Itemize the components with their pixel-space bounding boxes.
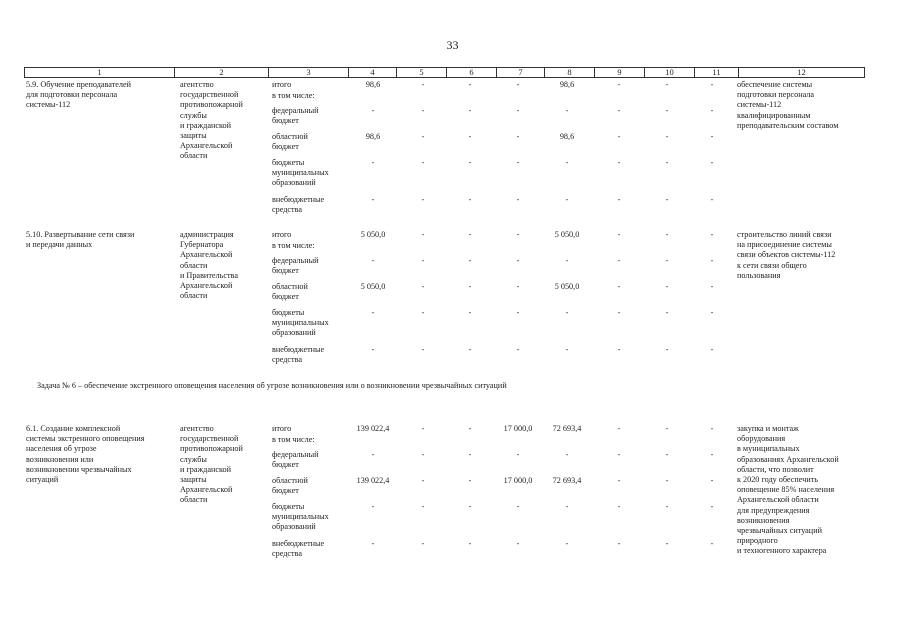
amount-cell: - xyxy=(516,230,520,239)
funding-source xyxy=(272,106,319,126)
amount-cell: - xyxy=(710,80,714,89)
funding-source-line: внебюджетные xyxy=(272,195,325,204)
amount-cell: - xyxy=(421,282,425,291)
amount-cell: 5 050,0 xyxy=(360,282,386,291)
funding-source-line: итого xyxy=(272,230,292,239)
amount-cell: - xyxy=(468,502,472,511)
funding-source-line: средства xyxy=(272,355,303,365)
expected-result-line: и техногенного характера xyxy=(737,546,827,556)
amount-cell: - xyxy=(710,345,714,354)
expected-result-line: закупка и монтаж xyxy=(737,424,799,433)
executor-line: защиты xyxy=(180,475,207,485)
executor-line: противопожарной xyxy=(180,100,243,110)
amount-cell: - xyxy=(665,345,669,354)
amount-cell: - xyxy=(516,345,520,354)
amount-cell: - xyxy=(565,308,569,317)
funding-source xyxy=(272,424,291,434)
executor-line: агентство xyxy=(180,80,214,89)
expected-result-line: чрезвычайных ситуаций xyxy=(737,526,822,536)
column-number: 5 xyxy=(397,68,447,78)
funding-source xyxy=(272,241,315,251)
amount-cell: - xyxy=(421,195,425,204)
funding-source xyxy=(272,345,324,365)
amount-cell: - xyxy=(468,106,472,115)
expected-result-line: на присоединение системы xyxy=(737,240,832,250)
amount-cell: - xyxy=(617,230,621,239)
measure-name-line: 5.9. Обучение преподавателей xyxy=(26,80,132,89)
funding-source-line: образований xyxy=(272,328,316,338)
amount-cell: - xyxy=(565,158,569,167)
amount-cell: 98,6 xyxy=(365,132,381,141)
executor-line: Архангельской xyxy=(180,485,233,495)
amount-cell: - xyxy=(468,158,472,167)
amount-cell: - xyxy=(421,256,425,265)
amount-cell: - xyxy=(617,80,621,89)
amount-cell: - xyxy=(516,539,520,548)
funding-source xyxy=(272,195,324,215)
amount-cell: 98,6 xyxy=(559,80,575,89)
executor-line: государственной xyxy=(180,434,239,444)
measure-name xyxy=(26,80,131,111)
amount-cell: 5 050,0 xyxy=(360,230,386,239)
executor-line: агентство xyxy=(180,424,214,433)
amount-cell: - xyxy=(468,424,472,433)
column-number: 8 xyxy=(545,68,595,78)
amount-cell: - xyxy=(617,450,621,459)
measure-name-line: возникновения или xyxy=(26,454,94,464)
amount-cell: - xyxy=(665,539,669,548)
amount-cell: - xyxy=(617,256,621,265)
page-number: 33 xyxy=(446,38,459,52)
amount-cell: - xyxy=(371,106,375,115)
funding-source-line: бюджеты xyxy=(272,308,305,317)
amount-cell: - xyxy=(468,308,472,317)
expected-result-line: для предупреждения xyxy=(737,505,810,515)
funding-source xyxy=(272,308,329,339)
amount-cell: - xyxy=(371,195,375,204)
expected-result xyxy=(737,230,835,281)
amount-cell: - xyxy=(617,158,621,167)
amount-cell: 17 000,0 xyxy=(503,476,533,485)
measure-name-line: 6.1. Создание комплексной xyxy=(26,424,121,433)
task-heading: Задача № 6 – обеспечение экстренного оповещения населения об угрозе возникновения или о возникновении чрезвычайных ситуаций xyxy=(37,381,507,390)
amount-cell: 139 022,4 xyxy=(356,424,390,433)
amount-cell: - xyxy=(565,539,569,548)
funding-source-line: муниципальных xyxy=(272,318,329,328)
amount-cell: - xyxy=(617,308,621,317)
amount-cell: - xyxy=(468,256,472,265)
funding-source xyxy=(272,450,319,470)
amount-cell: - xyxy=(371,450,375,459)
amount-cell: - xyxy=(421,476,425,485)
column-number: 6 xyxy=(447,68,497,78)
funding-source-line: образований xyxy=(272,178,316,188)
expected-result-line: системы-112 xyxy=(737,100,782,110)
expected-result-line: образованиях Архангельской xyxy=(737,454,839,464)
expected-result xyxy=(737,80,838,131)
amount-cell: - xyxy=(516,308,520,317)
amount-cell: - xyxy=(565,106,569,115)
executor-line: Архангельской xyxy=(180,250,233,260)
amount-cell: - xyxy=(516,256,520,265)
measure-name-line: возникновении чрезвычайных xyxy=(26,464,132,474)
amount-cell: - xyxy=(565,502,569,511)
column-number: 1 xyxy=(25,68,175,78)
amount-cell: 139 022,4 xyxy=(356,476,390,485)
amount-cell: - xyxy=(516,80,520,89)
expected-result-line: оборудования xyxy=(737,434,786,444)
amount-cell: - xyxy=(665,308,669,317)
amount-cell: - xyxy=(665,80,669,89)
measure-name-line: ситуаций xyxy=(26,475,59,485)
expected-result-line: к сети связи общего xyxy=(737,260,807,270)
amount-cell: - xyxy=(371,308,375,317)
amount-cell: - xyxy=(617,539,621,548)
amount-cell: - xyxy=(516,106,520,115)
executor-line: противопожарной xyxy=(180,444,243,454)
expected-result xyxy=(737,424,839,557)
column-number: 11 xyxy=(695,68,739,78)
expected-result-line: строительство линий связи xyxy=(737,230,832,239)
executor-line: Архангельской xyxy=(180,141,233,151)
funding-source-line: бюджет xyxy=(272,460,299,470)
amount-cell: - xyxy=(710,158,714,167)
executor xyxy=(180,230,238,301)
amount-cell: - xyxy=(421,424,425,433)
funding-source-line: бюджет xyxy=(272,142,299,152)
amount-cell: - xyxy=(665,424,669,433)
amount-cell: - xyxy=(516,502,520,511)
amount-cell: - xyxy=(371,345,375,354)
amount-cell: - xyxy=(421,230,425,239)
amount-cell: - xyxy=(665,256,669,265)
funding-source-line: федеральный xyxy=(272,450,319,459)
amount-cell: - xyxy=(421,539,425,548)
amount-cell: - xyxy=(516,158,520,167)
funding-source xyxy=(272,132,308,152)
funding-source xyxy=(272,80,291,90)
executor-line: области xyxy=(180,260,208,270)
funding-source-line: бюджет xyxy=(272,486,299,496)
amount-cell: - xyxy=(710,256,714,265)
column-number-header xyxy=(24,67,865,78)
executor xyxy=(180,424,243,506)
amount-cell: - xyxy=(371,502,375,511)
amount-cell: 72 693,4 xyxy=(552,476,582,485)
expected-result-line: природного xyxy=(737,536,778,546)
measure-name-line: для подготовки персонала xyxy=(26,90,118,100)
amount-cell: - xyxy=(710,282,714,291)
amount-cell: - xyxy=(468,195,472,204)
amount-cell: - xyxy=(710,195,714,204)
measure-name-line: 5.10. Развертывание сети связи xyxy=(26,230,135,239)
expected-result-line: подготовки персонала xyxy=(737,90,815,100)
amount-cell: - xyxy=(421,502,425,511)
amount-cell: - xyxy=(468,282,472,291)
amount-cell: - xyxy=(421,80,425,89)
expected-result-line: области, что позволит xyxy=(737,464,814,474)
funding-source-line: итого xyxy=(272,424,292,433)
column-number: 12 xyxy=(739,68,865,78)
amount-cell: - xyxy=(468,476,472,485)
funding-source xyxy=(272,476,308,496)
amount-cell: - xyxy=(710,450,714,459)
executor-line: защиты xyxy=(180,131,207,141)
amount-cell: - xyxy=(468,80,472,89)
column-number: 3 xyxy=(269,68,349,78)
expected-result-line: в муниципальных xyxy=(737,444,800,454)
amount-cell: - xyxy=(421,345,425,354)
amount-cell: - xyxy=(710,502,714,511)
funding-source xyxy=(272,435,315,445)
expected-result-line: к 2020 году обеспечить xyxy=(737,475,819,485)
amount-cell: - xyxy=(516,132,520,141)
executor-line: области xyxy=(180,151,208,161)
funding-source-line: бюджет xyxy=(272,292,299,302)
measure-name-line: системы-112 xyxy=(26,100,71,110)
column-number: 7 xyxy=(497,68,545,78)
funding-source-line: средства xyxy=(272,205,303,215)
measure-name-line: системы экстренного оповещения xyxy=(26,434,145,444)
amount-cell: - xyxy=(565,195,569,204)
amount-cell: - xyxy=(710,106,714,115)
funding-source-line: областной xyxy=(272,476,308,485)
amount-cell: - xyxy=(665,158,669,167)
amount-cell: 98,6 xyxy=(365,80,381,89)
amount-cell: - xyxy=(468,450,472,459)
amount-cell: - xyxy=(468,132,472,141)
amount-cell: - xyxy=(617,502,621,511)
funding-source-line: бюджет xyxy=(272,116,299,126)
amount-cell: - xyxy=(565,345,569,354)
amount-cell: - xyxy=(617,476,621,485)
amount-cell: - xyxy=(710,424,714,433)
amount-cell: - xyxy=(565,450,569,459)
amount-cell: - xyxy=(371,539,375,548)
funding-source xyxy=(272,230,291,240)
amount-cell: - xyxy=(421,106,425,115)
funding-source xyxy=(272,539,324,559)
amount-cell: 17 000,0 xyxy=(503,424,533,433)
amount-cell: - xyxy=(710,132,714,141)
column-number: 4 xyxy=(349,68,397,78)
expected-result-line: преподавательским составом xyxy=(737,120,839,130)
amount-cell: - xyxy=(665,230,669,239)
amount-cell: - xyxy=(516,195,520,204)
executor-line: области xyxy=(180,495,208,505)
amount-cell: - xyxy=(617,195,621,204)
amount-cell: - xyxy=(665,106,669,115)
expected-result-line: Архангельской области xyxy=(737,495,819,505)
funding-source-line: в том числе: xyxy=(272,241,315,250)
funding-source-line: бюджет xyxy=(272,266,299,276)
amount-cell: - xyxy=(468,539,472,548)
funding-source-line: бюджеты xyxy=(272,158,305,167)
column-number: 10 xyxy=(645,68,695,78)
amount-cell: - xyxy=(665,476,669,485)
measure-name-line: и передачи данных xyxy=(26,240,93,250)
funding-source xyxy=(272,91,315,101)
amount-cell: - xyxy=(617,424,621,433)
funding-source-line: муниципальных xyxy=(272,168,329,178)
amount-cell: - xyxy=(617,345,621,354)
expected-result-line: связи объектов системы-112 xyxy=(737,250,836,260)
column-number: 2 xyxy=(175,68,269,78)
column-number: 9 xyxy=(595,68,645,78)
funding-source xyxy=(272,256,319,276)
executor-line: службы xyxy=(180,454,207,464)
expected-result-line: оповещение 85% населения xyxy=(737,485,835,495)
funding-source-line: федеральный xyxy=(272,256,319,265)
amount-cell: - xyxy=(421,450,425,459)
executor-line: государственной xyxy=(180,90,239,100)
amount-cell: 5 050,0 xyxy=(554,282,580,291)
amount-cell: - xyxy=(665,502,669,511)
amount-cell: 5 050,0 xyxy=(554,230,580,239)
funding-source xyxy=(272,158,329,189)
measure-name xyxy=(26,424,145,485)
funding-source xyxy=(272,282,308,302)
executor-line: и гражданской xyxy=(180,464,232,474)
funding-source-line: областной xyxy=(272,132,308,141)
amount-cell: 72 693,4 xyxy=(552,424,582,433)
executor xyxy=(180,80,243,162)
measure-name-line: населения об угрозе xyxy=(26,444,97,454)
amount-cell: - xyxy=(710,230,714,239)
funding-source-line: итого xyxy=(272,80,292,89)
amount-cell: - xyxy=(468,230,472,239)
amount-cell: - xyxy=(565,256,569,265)
amount-cell: - xyxy=(421,158,425,167)
expected-result-line: пользования xyxy=(737,270,781,280)
funding-source-line: внебюджетные xyxy=(272,345,325,354)
amount-cell: - xyxy=(665,195,669,204)
amount-cell: - xyxy=(617,106,621,115)
amount-cell: - xyxy=(710,308,714,317)
executor-line: службы xyxy=(180,110,207,120)
amount-cell: - xyxy=(665,282,669,291)
expected-result-line: обеспечение системы xyxy=(737,80,813,89)
funding-source-line: средства xyxy=(272,549,303,559)
expected-result-line: возникновения xyxy=(737,515,790,525)
amount-cell: - xyxy=(665,132,669,141)
executor-line: Архангельской xyxy=(180,281,233,291)
amount-cell: - xyxy=(371,256,375,265)
funding-source-line: образований xyxy=(272,522,316,532)
executor-line: администрация xyxy=(180,230,234,239)
executor-line: и гражданской xyxy=(180,120,232,130)
amount-cell: - xyxy=(710,539,714,548)
amount-cell: - xyxy=(516,450,520,459)
amount-cell: - xyxy=(371,158,375,167)
amount-cell: - xyxy=(421,308,425,317)
funding-source-line: внебюджетные xyxy=(272,539,325,548)
amount-cell: - xyxy=(710,476,714,485)
funding-source-line: в том числе: xyxy=(272,435,315,444)
amount-cell: - xyxy=(617,132,621,141)
amount-cell: - xyxy=(468,345,472,354)
funding-source-line: бюджеты xyxy=(272,502,305,511)
amount-cell: - xyxy=(421,132,425,141)
measure-name xyxy=(26,230,134,250)
executor-line: области xyxy=(180,291,208,301)
executor-line: Губернатора xyxy=(180,240,224,250)
funding-source-line: муниципальных xyxy=(272,512,329,522)
funding-source-line: областной xyxy=(272,282,308,291)
amount-cell: 98,6 xyxy=(559,132,575,141)
expected-result-line: квалифицированным xyxy=(737,110,811,120)
amount-cell: - xyxy=(665,450,669,459)
executor-line: и Правительства xyxy=(180,270,238,280)
funding-source-line: федеральный xyxy=(272,106,319,115)
funding-source xyxy=(272,502,329,533)
amount-cell: - xyxy=(617,282,621,291)
funding-source-line: в том числе: xyxy=(272,91,315,100)
amount-cell: - xyxy=(516,282,520,291)
